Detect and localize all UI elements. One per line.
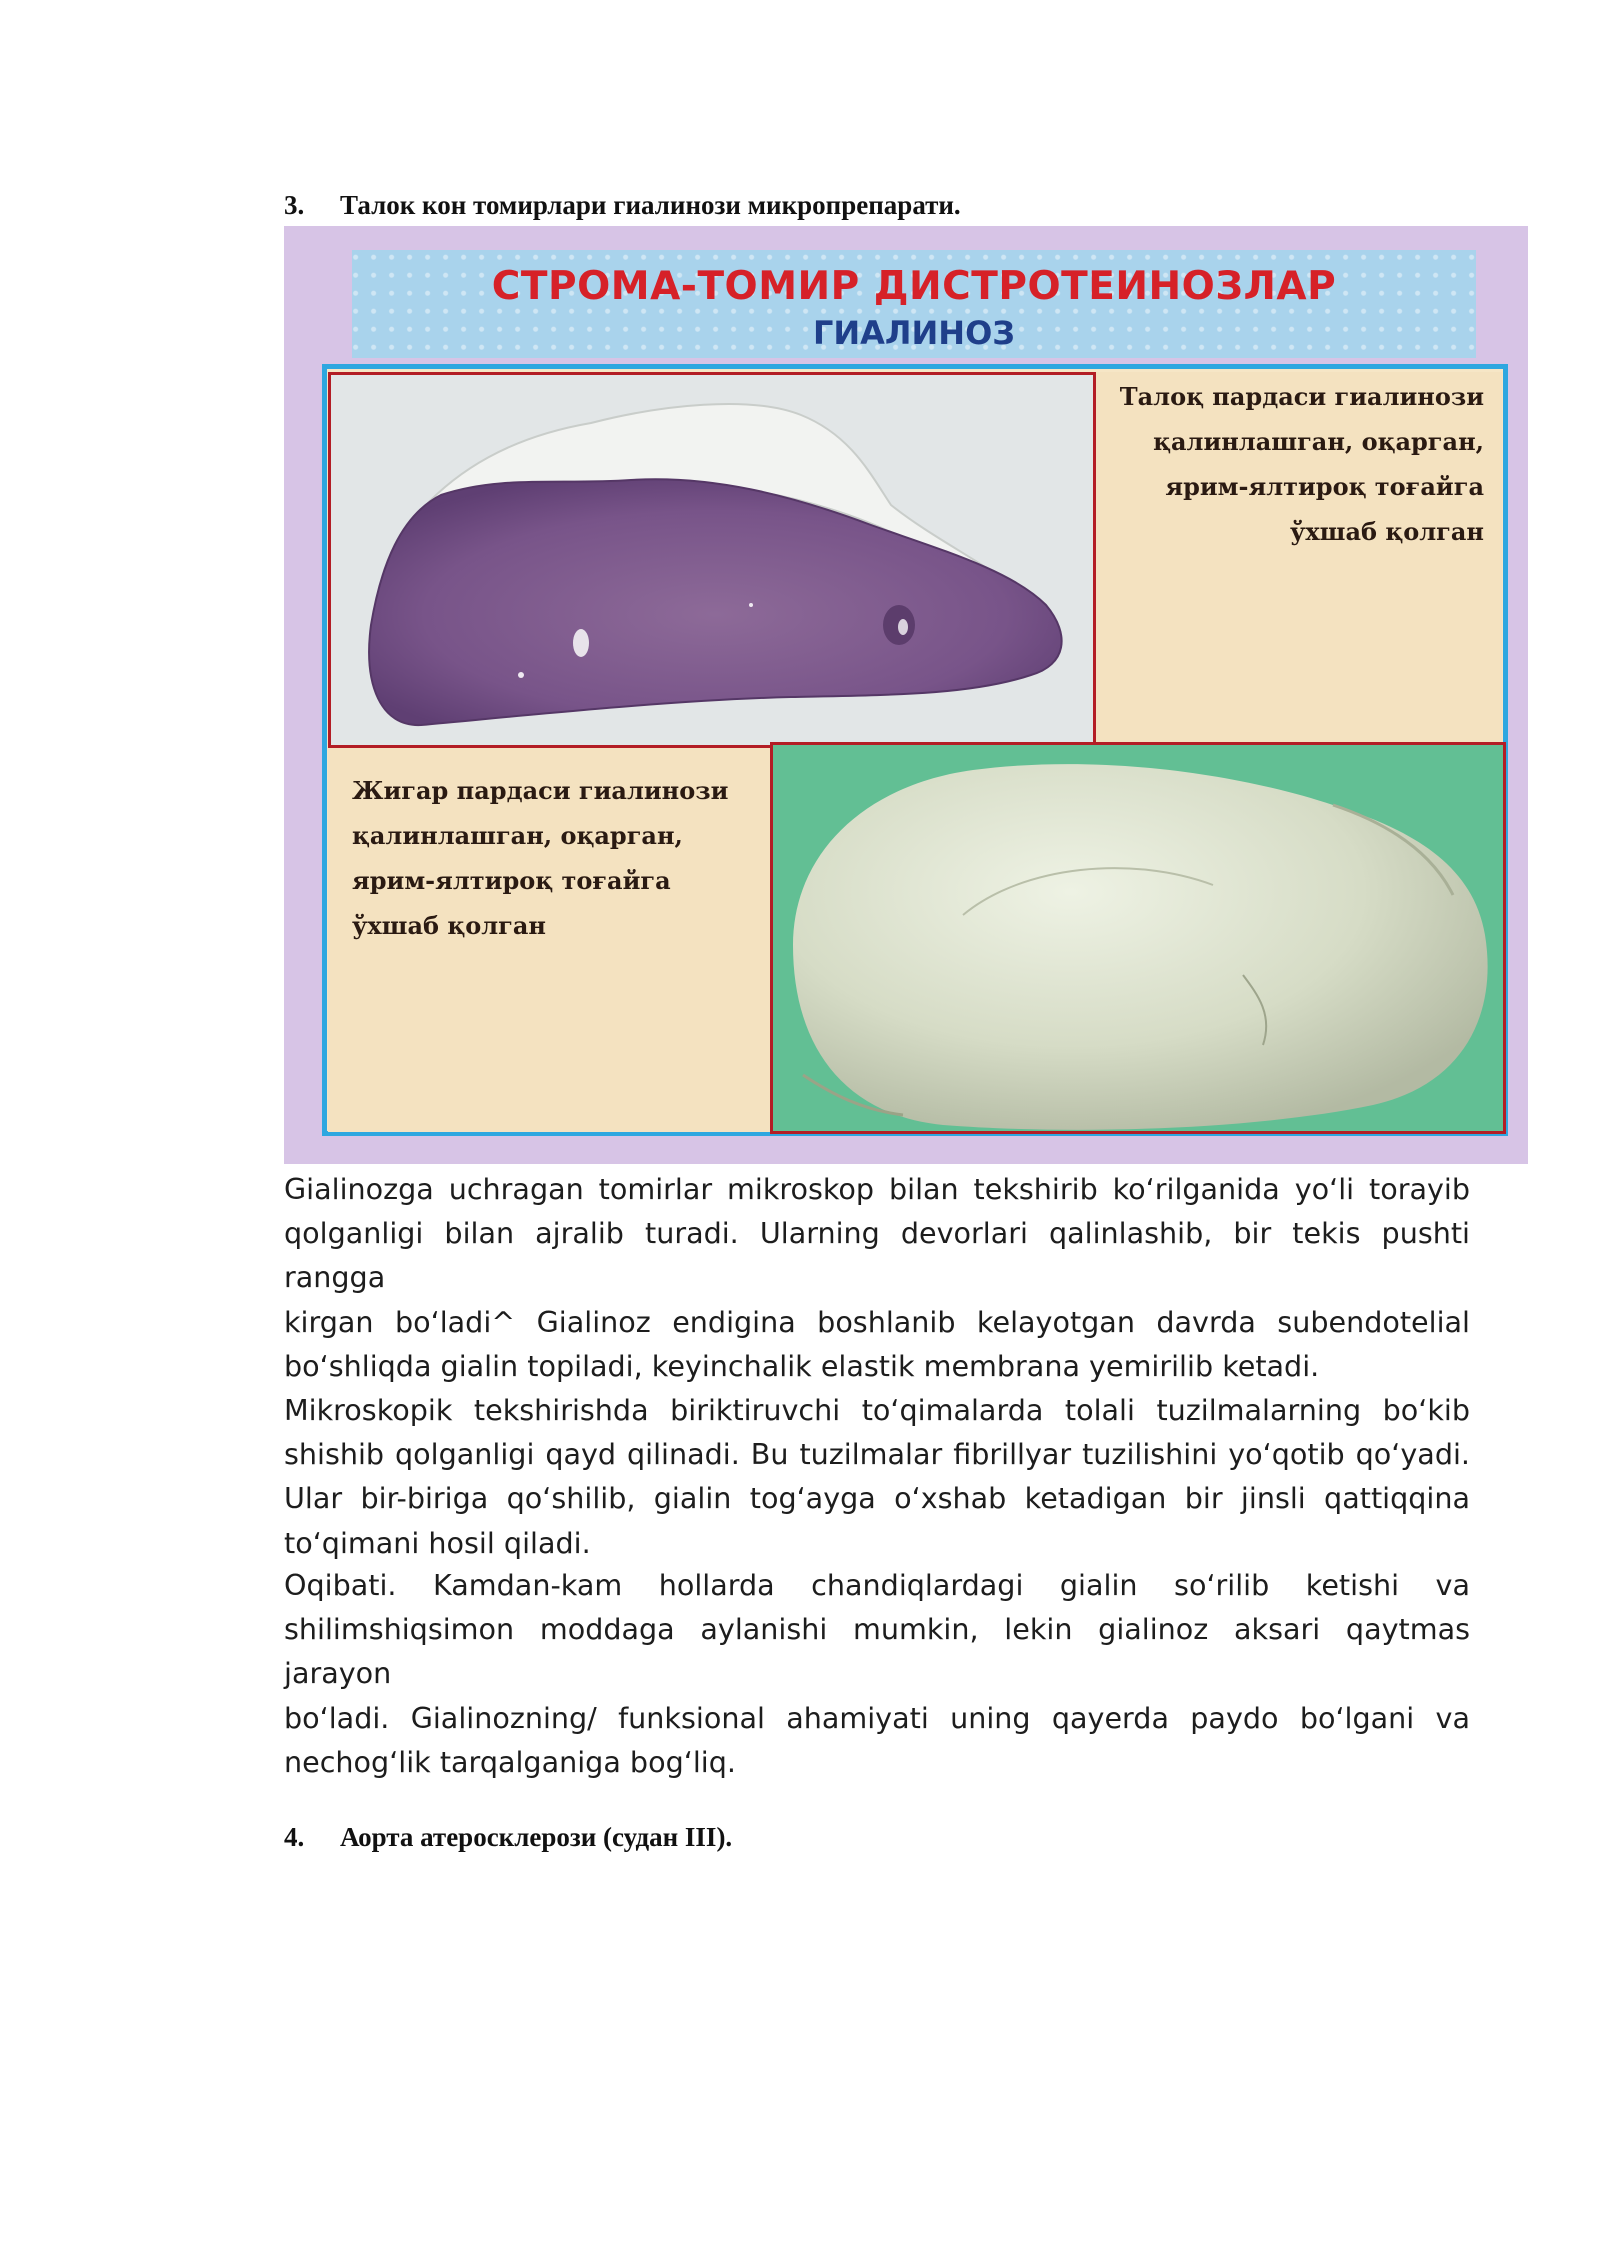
liver-capsule-photo xyxy=(770,742,1506,1134)
text-line: toʻqimani hosil qiladi. xyxy=(284,1525,591,1560)
hyalinosis-figure xyxy=(284,226,1528,1164)
spleen-caption-line: ярим-ялтироқ тоғайга xyxy=(1165,472,1484,501)
text-line: Oqibati. Kamdan-kam hollarda chandiqlardagi gialin soʻrilib ketishi va xyxy=(284,1568,1470,1602)
liver-caption-line: ярим-ялтироқ тоғайга xyxy=(352,866,671,895)
figure-banner-title: СТРОМА-ТОМИР ДИСТРОТЕИНОЗЛАР xyxy=(491,264,1337,309)
text-line: boʻshliqda gialin topiladi, keyinchalik elastik membrana yemirilib ketadi. xyxy=(284,1348,1320,1383)
spleen-capsule-photo xyxy=(328,372,1096,748)
text-line: Ular bir-biriga qoʻshilib, gialin togʻayga oʻxshab ketadigan bir jinsli qattiqqina xyxy=(284,1481,1470,1516)
section-4-title: Аорта атеросклерози (судан III). xyxy=(340,1822,733,1852)
section-3-heading xyxy=(284,190,961,221)
text-line: shilimshiqsimon moddaga aylanishi mumkin, lekin gialinoz aksari qaytmas jarayon xyxy=(284,1612,1470,1691)
liver-caption-line: ўхшаб қолган xyxy=(352,911,546,940)
liver-caption xyxy=(352,768,752,948)
text-line: Gialinozga uchragan tomirlar mikroskop bilan tekshirib koʻrilganida yoʻli torayib xyxy=(284,1172,1470,1206)
text-line: Mikroskopik tekshirishda biriktiruvchi toʻqimalarda tolali tuzilmalarning boʻkib xyxy=(284,1393,1470,1428)
text-line: kirgan boʻladi^ Gialinoz endigina boshlanib kelayotgan davrda subendotelial xyxy=(284,1304,1470,1339)
spleen-caption-line: қалинлашган, оқарган, xyxy=(1153,427,1484,456)
spleen-caption-line: ўхшаб қолган xyxy=(1290,517,1484,546)
paragraph-hyalinosis-description xyxy=(284,1167,1470,1565)
liver-caption-line: Жигар пардаси гиалинози xyxy=(352,776,729,805)
spleen-caption-line: Талоқ пардаси гиалинози xyxy=(1119,382,1484,411)
text-line: qolganligi bilan ajralib turadi. Ularning devorlari qalinlashib, bir tekis pushti rangga xyxy=(284,1216,1470,1295)
spleen-caption xyxy=(1084,374,1484,554)
paragraph-outcome xyxy=(284,1563,1470,1784)
section-3-number: 3. xyxy=(284,190,305,220)
section-4-heading xyxy=(284,1822,732,1853)
text-line: shishib qolganligi qayd qilinadi. Bu tuzilmalar fibrillyar tuzilishini yoʻqotib qoʻyadi. xyxy=(284,1437,1470,1472)
liver-caption-line: қалинлашган, оқарган, xyxy=(352,821,683,850)
figure-banner xyxy=(352,250,1476,358)
figure-banner-subtitle: ГИАЛИНОЗ xyxy=(812,314,1015,352)
section-4-number: 4. xyxy=(284,1822,305,1852)
section-3-title: Талок кон томирлари гиалинози микропрепарати. xyxy=(340,190,961,220)
text-line: nechogʻlik tarqalganiga bogʻliq. xyxy=(284,1744,736,1779)
text-line: boʻladi. Gialinozning/ funksional ahamiyati uning qayerda paydo boʻlgani va xyxy=(284,1700,1470,1735)
